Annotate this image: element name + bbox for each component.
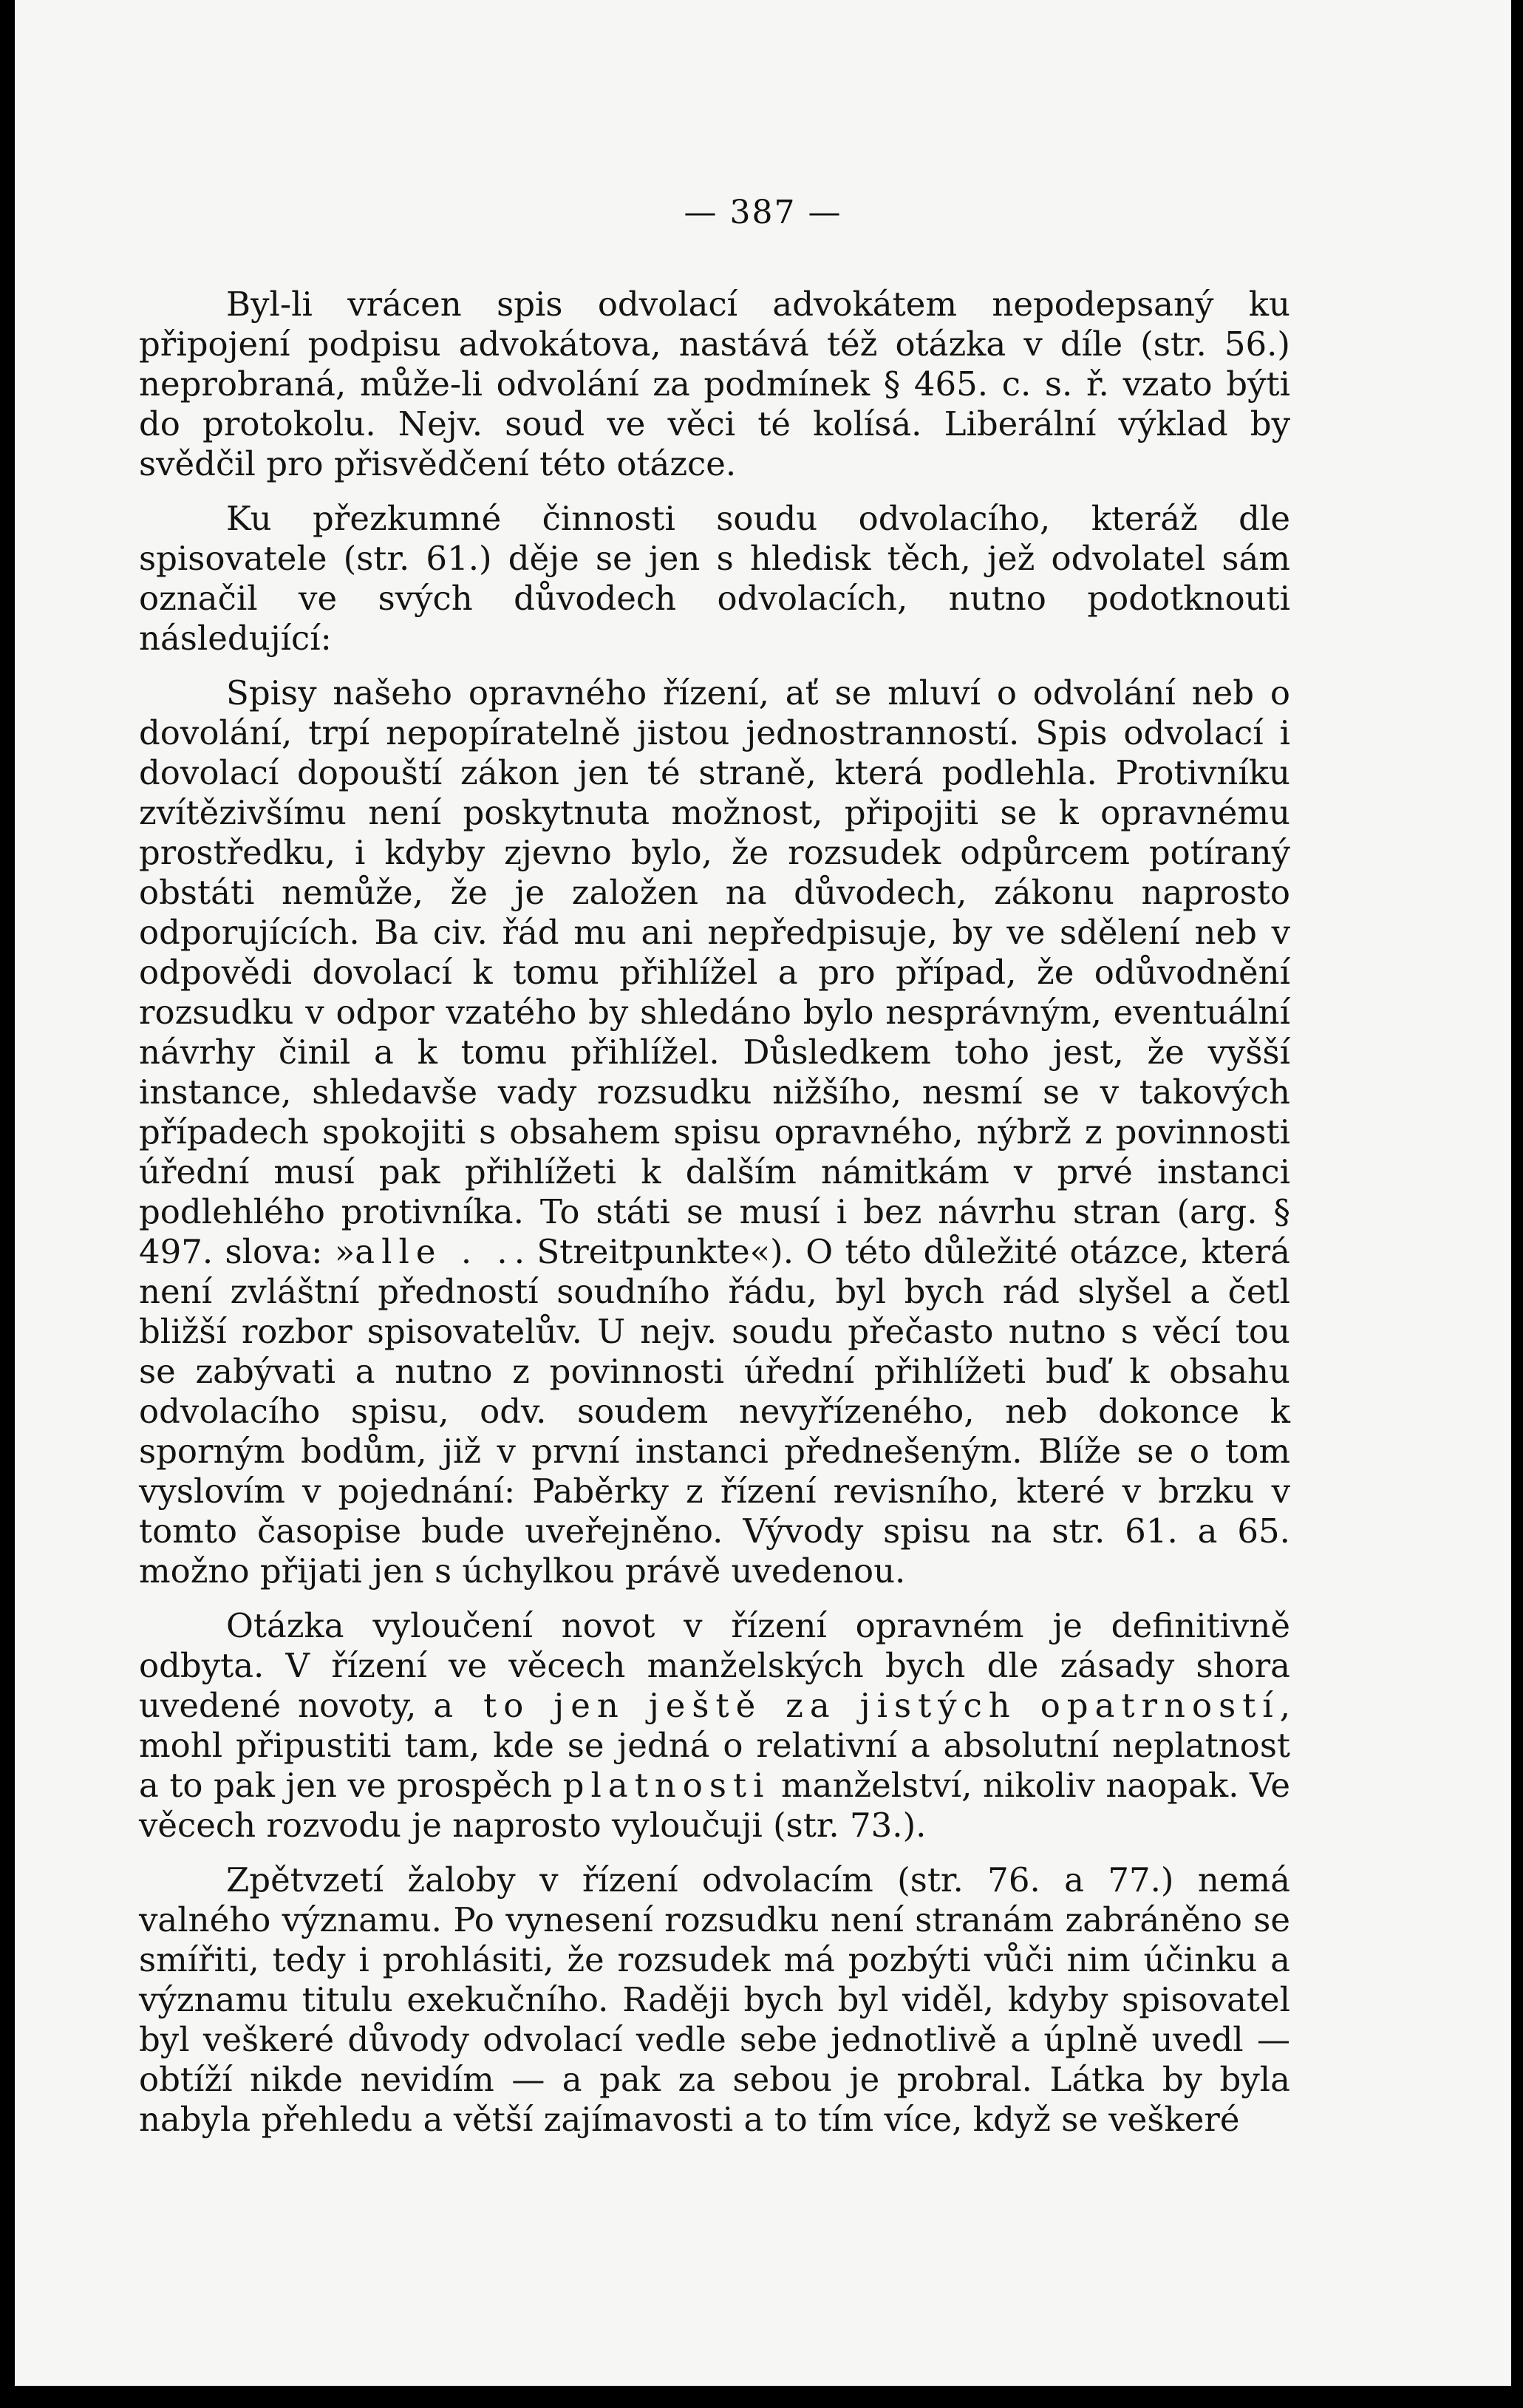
spaced-quote: alle . .	[355, 1232, 514, 1271]
paragraph-text: . Streitpunkte«). O této důležité otázce, která není zvláštní předností soudního řádu, byl bych rád slyšel a četl bližší rozbor spisovatelův. U nejv. soudu přečasto nutno s věcí tou se zabývati a nutno z povinnosti úřední přihlížeti buď k obsahu odvolacího spisu, odv. soudem nevyřízeného, neb dokonce k sporným bodům, již v první instanci přednešeným. Blíže se o tom vyslovím v pojednání: Paběrky z řízení revisního, které v brzku v tomto časopise bude uveřejněno. Vývody spisu na str. 61. a 65. možno přijati jen s úchylkou právě uvedenou.	[139, 1232, 1291, 1591]
spaced-emphasis: platnosti	[562, 1766, 771, 1805]
paragraph-text: Spisy našeho opravného řízení, ať se mluví o odvolání neb o dovolání, trpí nepopíratelně jistou jednostranností. Spis odvolací i dovolací dopouští zákon jen té straně, která podlehla. Protivníku zvítězivšímu není poskytnuta možnost, připojiti se k opravnému prostředku, i kdyby zjevno bylo, že rozsudek odpůrcem potíraný obstáti nemůže, že je založen na důvodech, zákonu naprosto odporujících. Ba civ. řád mu ani nepředpisuje, by ve sdělení neb v odpovědi dovolací k tomu přihlížel a pro případ, že odůvodnění rozsudku v odpor vzatého by shledáno bylo nesprávným, eventuální návrhy činil a k tomu přihlížel. Důsledkem toho jest, že vyšší instance, shledavše vady rozsudku nižšího, nesmí se v takových případech spokojiti s obsahem spisu opravného, nýbrž z povinnosti úřední musí pak přihlížeti k dalším námitkám v prvé instanci podlehlého protivníka. To státi se musí i bez návrhu stran (arg. § 497. slova: »	[139, 673, 1290, 1271]
paragraph-text: manželství, nikoliv naopak. Ve věcech rozvodu je naprosto vyloučuji (str. 73.).	[139, 1766, 1290, 1845]
paragraph	[139, 1606, 1290, 1846]
paragraph	[139, 673, 1290, 1591]
paragraph: Byl-li vrácen spis odvolací advokátem nepodepsaný ku připojení podpisu advokátova, nastává též otázka v díle (str. 56.) neprobraná, může-li odvolání za podmínek § 465. c. s. ř. vzato býti do protokolu. Nejv. soud ve věci té kolísá. Liberální výklad by svědčil pro přisvědčení této otázce.	[139, 285, 1290, 483]
paragraph-text: Otázka vyloučení novot v řízení opravném je definitivně odbyta. V řízení ve věcech manželských bych dle zásady shora uvedené novoty,	[139, 1606, 1290, 1725]
body-text	[139, 285, 1290, 2154]
paragraph-text: , mohl připustiti tam, kde se jedná o relativní a absolutní neplatnost a to pak jen ve prospěch	[139, 1686, 1290, 1805]
book-page	[15, 0, 1511, 2386]
spaced-emphasis: a to jen ještě za jistých opatrností	[433, 1686, 1280, 1725]
page-number: — 387 —	[684, 194, 842, 231]
paragraph: Ku přezkumné činnosti soudu odvolacího, kteráž dle spisovatele (str. 61.) děje se jen s hledisk těch, jež odvolatel sám označil ve svých důvodech odvolacích, nutno podotknouti následující:	[139, 499, 1290, 658]
paragraph: Zpětvzetí žaloby v řízení odvolacím (str. 76. a 77.) nemá valného významu. Po vynesení rozsudku není stranám zabráněno se smířiti, tedy i prohlásiti, že rozsudek má pozbýti vůči nim účinku a významu titulu exekučního. Raději bych byl viděl, kdyby spisovatel byl veškeré důvody odvolací vedle sebe jednotlivě a úplně uvedl — obtíží nikde nevidím — a pak za sebou je probral. Látka by byla nabyla přehledu a větší zajímavosti a to tím více, když se veškeré	[139, 1860, 1290, 2139]
